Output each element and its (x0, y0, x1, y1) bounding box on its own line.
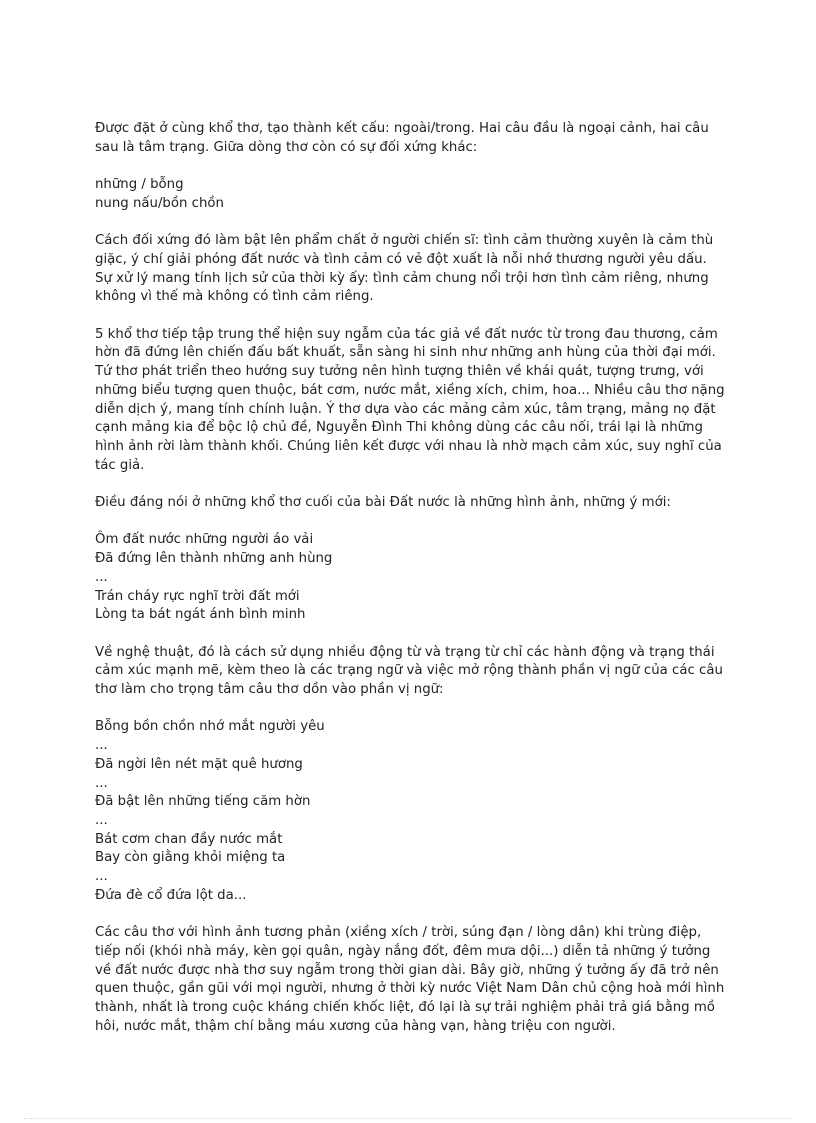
paragraph-contrast-images: Các câu thơ với hình ảnh tương phản (xiềng xích / trời, súng đạn / lòng dân) khi trùng điệp, tiếp nối (khói nhà máy, kèn gọi quân, ngày nắng đốt, đêm mưa dội...) diễn tả những ý tưởng về đất nước được nhà thơ suy ngẫm trong thời gian dài. Bây giờ, những ý tưởng ấy đã trở nên quen thuộc, gần gũi với mọi người, nhưng ở thời kỳ nước Việt Nam Dân chủ cộng hoà mới hình thành, nhất là trong cuộc kháng chiến khốc liệt, đó lại là sự trải nghiệm phải trả giá bằng mồ hôi, nước mắt, thậm chí bằng máu xương của hàng vạn, hàng triệu con người. (95, 925, 725, 1034)
verse-block-predicates (95, 718, 727, 905)
verse-line: Bỗng bồn chồn nhớ mắt người yêu (95, 719, 325, 735)
verse-line: ... (95, 812, 108, 828)
verse-line: Đã bật lên những tiếng căm hờn (95, 794, 311, 810)
verse-block-heroes (95, 531, 727, 625)
paragraph-final-stanzas: Điều đáng nói ở những khổ thơ cuối của bài Đất nước là những hình ảnh, những ý mới: (95, 495, 671, 510)
paragraph-symmetry-intro: Được đặt ở cùng khổ thơ, tạo thành kết cấu: ngoài/trong. Hai câu đầu là ngoại cảnh, hai câu sau là tâm trạng. Giữa dòng thơ còn có sự đối xứng khác: (95, 121, 709, 155)
verse-line: Lòng ta bát ngát ánh bình minh (95, 607, 306, 623)
verse-line: ... (95, 738, 108, 754)
verse-block-symmetry (95, 176, 727, 213)
verse-line: nung nấu/bồn chồn (95, 195, 224, 211)
verse-line: Đứa đè cổ đứa lột da... (95, 887, 247, 903)
paragraph-art: Về nghệ thuật, đó là cách sử dụng nhiều động từ và trạng từ chỉ các hành động và trạng thái cảm xúc mạnh mẽ, kèm theo là các trạng ngữ và việc mở rộng thành phần vị ngữ của các câu thơ làm cho trọng tâm câu thơ dồn vào phần vị ngữ: (95, 644, 723, 697)
verse-line: Ôm đất nước những người áo vải (95, 532, 314, 548)
verse-line: Trán cháy rực nghĩ trời đất mới (95, 588, 300, 604)
verse-line: Bay còn giằng khỏi miệng ta (95, 850, 286, 866)
verse-line: ... (95, 775, 108, 791)
verse-line: những / bỗng (95, 177, 184, 193)
verse-line: Đã ngời lên nét mặt quê hương (95, 756, 303, 772)
verse-line: Bát cơm chan đầy nước mắt (95, 831, 283, 847)
paragraph-symmetry-effect: Cách đối xứng đó làm bật lên phẩm chất ở người chiến sĩ: tình cảm thường xuyên là cảm thù giặc, ý chí giải phóng đất nước và tình cảm có vẻ đột xuất là nỗi nhớ thương người yêu dấu. Sự xử lý mang tính lịch sử của thời kỳ ấy: tình cảm chung nổi trội hơn tình cảm riêng, nhưng không vì thế mà không có tình cảm riêng. (95, 233, 714, 305)
page-bottom-divider (24, 1118, 792, 1119)
paragraph-five-stanzas: 5 khổ thơ tiếp tập trung thể hiện suy ngẫm của tác giả về đất nước từ trong đau thương, cảm hờn đã đứng lên chiến đấu bất khuất, sẵn sàng hi sinh như những anh hùng của thời đại mới. Tứ thơ phát triển theo hướng suy tưởng nên hình tượng thiên về khái quát, tượng trưng, với những biểu tượng quen thuộc, bát cơm, nước mắt, xiềng xích, chim, hoa... Nhiều câu thơ nặng diễn dịch ý, mang tính chính luận. Ý thơ dựa vào các mảng cảm xúc, tâm trạng, mảng nọ đặt cạnh mảng kia để bộc lộ chủ đề, Nguyễn Đình Thi không dùng các câu nối, trái lại là những hình ảnh rời làm thành khối. Chúng liên kết được với nhau là nhờ mạch cảm xúc, suy nghĩ của tác giả. (95, 326, 725, 473)
verse-line: Đã đứng lên thành những anh hùng (95, 551, 333, 567)
document-body (95, 120, 727, 1055)
verse-line: ... (95, 869, 108, 885)
verse-line: ... (95, 569, 108, 585)
